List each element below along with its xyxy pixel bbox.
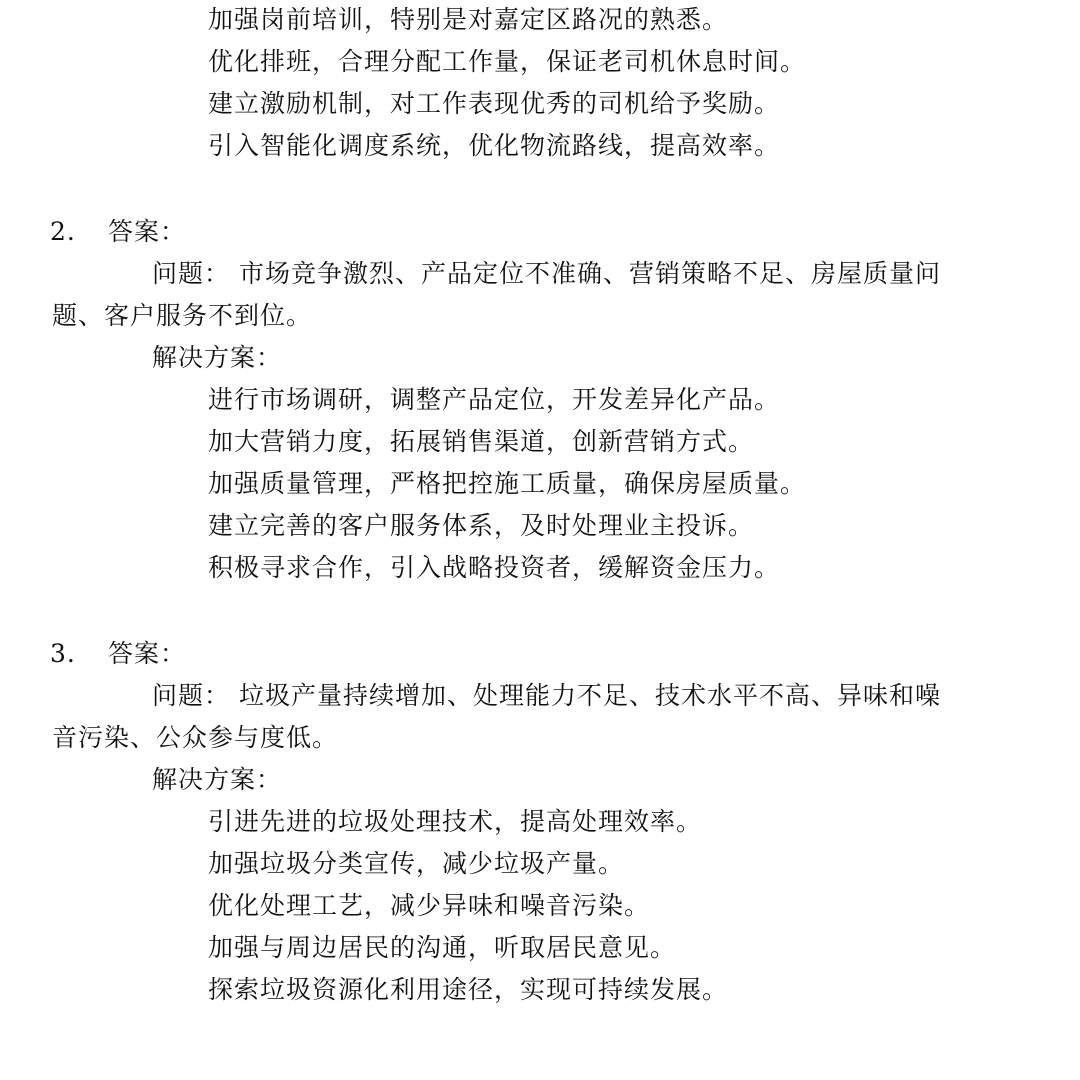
section-3-number: 3. [50,639,76,668]
section-3-solution-label: 解决方案： [152,765,283,794]
section-3-solution-item-5: 探索垃圾资源化利用途径，实现可持续发展。 [208,975,729,1004]
section-2-heading [50,216,186,248]
section-3-heading [50,638,186,670]
section-3-problem-line-2: 音污染、公众参与度低。 [52,723,339,752]
section-3-problem-line-1: 问题： 垃圾产量持续增加、处理能力不足、技术水平不高、异味和噪 [152,681,941,710]
section-2-problem-line-1: 问题： 市场竞争激烈、产品定位不准确、营销策略不足、房屋质量问 [152,259,941,288]
section-3-solution-item-4: 加强与周边居民的沟通，听取居民意见。 [208,933,677,962]
top-solution-item-3: 建立激励机制，对工作表现优秀的司机给予奖励。 [208,89,781,118]
top-solution-item-1: 加强岗前培训，特别是对嘉定区路况的熟悉。 [208,5,729,34]
section-3-answer-label: 答案： [108,639,187,668]
section-2-solution-item-3: 加强质量管理，严格把控施工质量，确保房屋质量。 [208,469,807,498]
top-solution-item-2: 优化排班，合理分配工作量，保证老司机休息时间。 [208,47,807,76]
section-2-solution-item-5: 积极寻求合作，引入战略投资者，缓解资金压力。 [208,553,781,582]
top-solution-item-4: 引入智能化调度系统，优化物流路线，提高效率。 [208,131,781,160]
section-2-answer-label: 答案： [108,217,187,246]
section-2-solution-item-1: 进行市场调研，调整产品定位，开发差异化产品。 [208,385,781,414]
section-2-problem-line-2: 题、客户服务不到位。 [52,301,313,330]
section-2-solution-label: 解决方案： [152,343,283,372]
section-3-solution-item-2: 加强垃圾分类宣传，减少垃圾产量。 [208,849,625,878]
section-2-solution-item-4: 建立完善的客户服务体系，及时处理业主投诉。 [208,511,755,540]
section-2-number: 2. [50,217,76,246]
section-2-solution-item-2: 加大营销力度，拓展销售渠道，创新营销方式。 [208,427,755,456]
section-3-solution-item-1: 引进先进的垃圾处理技术，提高处理效率。 [208,807,703,836]
section-3-solution-item-3: 优化处理工艺，减少异味和噪音污染。 [208,891,651,920]
